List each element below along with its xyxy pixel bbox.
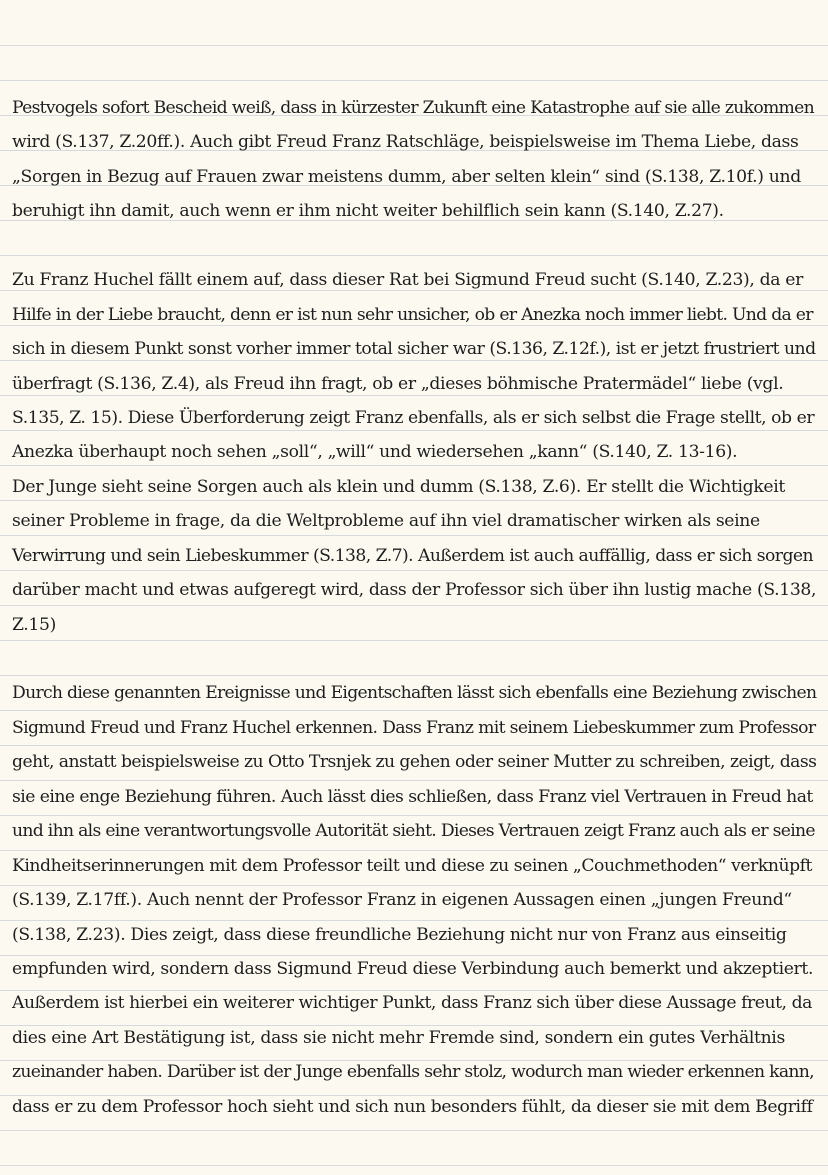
text-line: Zu Franz Huchel fällt einem auf, dass dieser Rat bei Sigmund Freud sucht (S.140, Z.23), da er <box>12 270 803 291</box>
text-line: Pestvogels sofort Bescheid weiß, dass in kürzester Zukunft eine Katastrophe auf sie alle zukommen <box>12 98 814 118</box>
text-line: Z.15) <box>12 614 56 635</box>
text-line: Anezka überhaupt noch sehen „soll“, „will“ und wiedersehen „kann“ (S.140, Z. 13-16). <box>12 442 738 463</box>
blank-line <box>12 229 812 263</box>
text-line: und ihn als eine verantwortungsvolle Autorität sieht. Dieses Vertrauen zeigt Franz auch als er seine <box>12 821 815 842</box>
blank-line <box>12 642 812 676</box>
text-line: Hilfe in der Liebe braucht, denn er ist nun sehr unsicher, ob er Anezka noch immer liebt. Und da er <box>12 304 813 325</box>
text-line: S.135, Z. 15). Diese Überforderung zeigt Franz ebenfalls, als er sich selbst die Frage stellt, ob er <box>12 407 815 428</box>
text-line: „Sorgen in Bezug auf Frauen zwar meistens dumm, aber selten klein“ sind (S.138, Z.10f.) und <box>12 166 801 187</box>
paragraph-2 <box>12 263 817 642</box>
text-line: sich in diesem Punkt sonst vorher immer total sicher war (S.136, Z.12f.), ist er jetzt frustriert und <box>12 339 816 360</box>
text-line: dies eine Art Bestätigung ist, dass sie nicht mehr Fremde sind, sondern ein gutes Verhältnis <box>12 1027 785 1048</box>
text-line: beruhigt ihn damit, auch wenn er ihm nicht weiter behilflich sein kann (S.140, Z.27). <box>12 201 724 222</box>
text-line: zueinander haben. Darüber ist der Junge ebenfalls sehr stolz, wodurch man wieder erkennen kann, <box>12 1062 814 1083</box>
text-line: sie eine enge Beziehung führen. Auch lässt dies schließen, dass Franz viel Vertrauen in Freud hat <box>12 786 813 807</box>
text-line: seiner Probleme in frage, da die Weltprobleme auf ihn viel dramatischer wirken als seine <box>12 511 760 532</box>
text-line: Kindheitserinnerungen mit dem Professor teilt und diese zu seinen „Couchmethoden“ verknüpft <box>12 855 813 876</box>
text-line: wird (S.137, Z.20ff.). Auch gibt Freud Franz Ratschläge, beispielsweise im Thema Liebe, dass <box>12 132 799 153</box>
text-line: überfragt (S.136, Z.4), als Freud ihn fragt, ob er „dieses böhmische Pratermädel“ liebe (vgl. <box>12 373 784 394</box>
text-line: (S.139, Z.17ff.). Auch nennt der Professor Franz in eigenen Aussagen einen „jungen Freund“ <box>12 890 792 911</box>
text-line: geht, anstatt beispielsweise zu Otto Trsnjek zu gehen oder seiner Mutter zu schreiben, zeigt, dass <box>12 752 817 773</box>
text-line: Der Junge sieht seine Sorgen auch als klein und dumm (S.138, Z.6). Er stellt die Wichtigkeit <box>12 476 785 497</box>
paragraph-1 <box>12 91 812 229</box>
document-text <box>12 91 817 1124</box>
text-line: Verwirrung und sein Liebeskummer (S.138, Z.7). Außerdem ist auch auffällig, dass er sich sorgen <box>12 545 814 566</box>
text-line: Sigmund Freud und Franz Huchel erkennen. Dass Franz mit seinem Liebeskummer zum Professor <box>12 717 816 738</box>
text-line: Durch diese genannten Ereignisse und Eigentschaften lässt sich ebenfalls eine Beziehung zwischen <box>12 683 817 704</box>
text-line: empfunden wird, sondern dass Sigmund Freud diese Verbindung auch bemerkt und akzeptiert. <box>12 958 814 979</box>
paragraph-3 <box>12 676 817 1124</box>
text-line: (S.138, Z.23). Dies zeigt, dass diese freundliche Beziehung nicht nur von Franz aus einseitig <box>12 924 787 945</box>
text-line: darüber macht und etwas aufgeregt wird, dass der Professor sich über ihn lustig mache (S.138, <box>12 580 817 601</box>
text-line: Außerdem ist hierbei ein weiterer wichtiger Punkt, dass Franz sich über diese Aussage freut, da <box>12 993 812 1014</box>
text-line: dass er zu dem Professor hoch sieht und sich nun besonders fühlt, da dieser sie mit dem Begriff <box>12 1096 813 1117</box>
